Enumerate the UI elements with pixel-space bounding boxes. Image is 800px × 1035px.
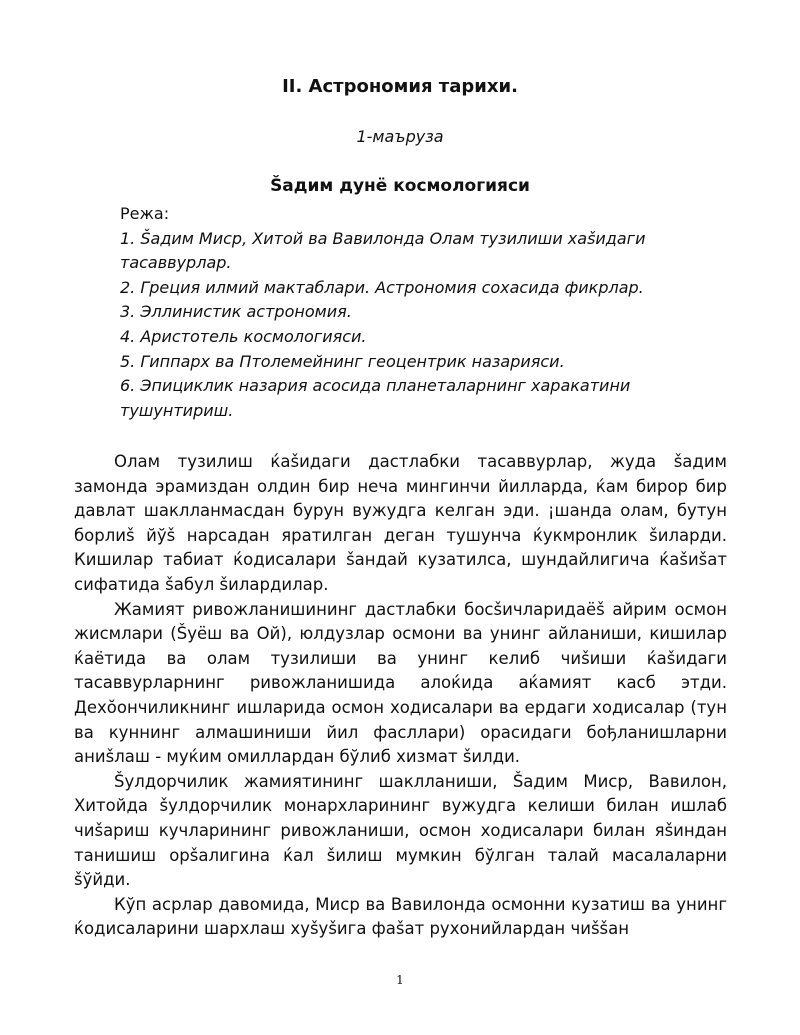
body-text [74, 450, 727, 942]
page-number: 1 [396, 973, 404, 987]
plan-item: 2. Греция илмий мактаблари. Астрономия сохасида фикрлар. [120, 277, 644, 297]
paragraph: Олам тузилиш ќаšидаги дастлабки тасаввурлар, жуда šадим замонда эрамиздан олдин бир неча мингинчи йилларда, ќам бирор бир давлат шаклланмасдан бурун вужудга келган эди. ¡шанда олам, бутун борлиš йўš нарсадан яратилган деган тушунча ќукмронлик šиларди. Кишилар табиат ќодисалари šандай кузатилса, шундайлигича ќаšиšат сифатида šабул šилардилар. [74, 452, 727, 594]
plan-item: 1. Šадим Миср, Хитой ва Вавилонда Олам тузилиши хаšидаги тасаввурлар. [120, 228, 646, 273]
plan-item: 4. Аристотель космологияси. [120, 326, 367, 346]
plan-heading: Режа: [120, 204, 170, 223]
paragraph: Šулдорчилик жамиятининг шаклланиши, Šадим Миср, Вавилон, Хитойда šулдорчилик монархларининг вужудга келиши билан ишлаб чиšариш кучларининг ривожланиши, осмон ходисалари билан яšиндан танишиш орšалигина ќал šилиш мумкин бўлган талай масалаларни šўйди. [74, 771, 727, 890]
plan-item: 5. Гиппарх ва Птолемейнинг геоцентрик назарияси. [120, 351, 565, 371]
lecture-label: 1-маъруза [356, 127, 444, 146]
plan-item: 6. Эпициклик назария асосида планеталарнинг харакатини тушунтириш. [120, 376, 631, 420]
section-title: II. Астрономия тарихи. [282, 76, 518, 97]
paragraph: Жамият ривожланишининг дастлабки босšичларидаёš айрим осмон жисмлари (Šуёш ва Ой), юлдузлар осмони ва унинг айланиши, кишилар ќаётида ва олам тузилиши ва унинг келиб чиšиши ќаšидаги тасаввурларнинг ривожланишида алоќида аќамият касб этди. Дехŏончиликнинг ишларида осмон ходисалари ва ердаги ходисалар (тун ва куннинг алмашиниши йил фасллари) орасидаги бођланишларни аниšлаш - муќим омиллардан бўлиб хизмат šилди. [74, 599, 727, 767]
page-title: Šадим дунё космологияси [270, 176, 530, 196]
paragraph: Кўп асрлар давомида, Миср ва Вавилонда осмонни кузатиш ва унинг ќодисаларини шархлаш хуšуšига фаšат рухонийлардан чиššан [74, 894, 727, 939]
plan-item: 3. Эллинистик астрономия. [120, 302, 352, 322]
lecture-plan [120, 202, 680, 423]
